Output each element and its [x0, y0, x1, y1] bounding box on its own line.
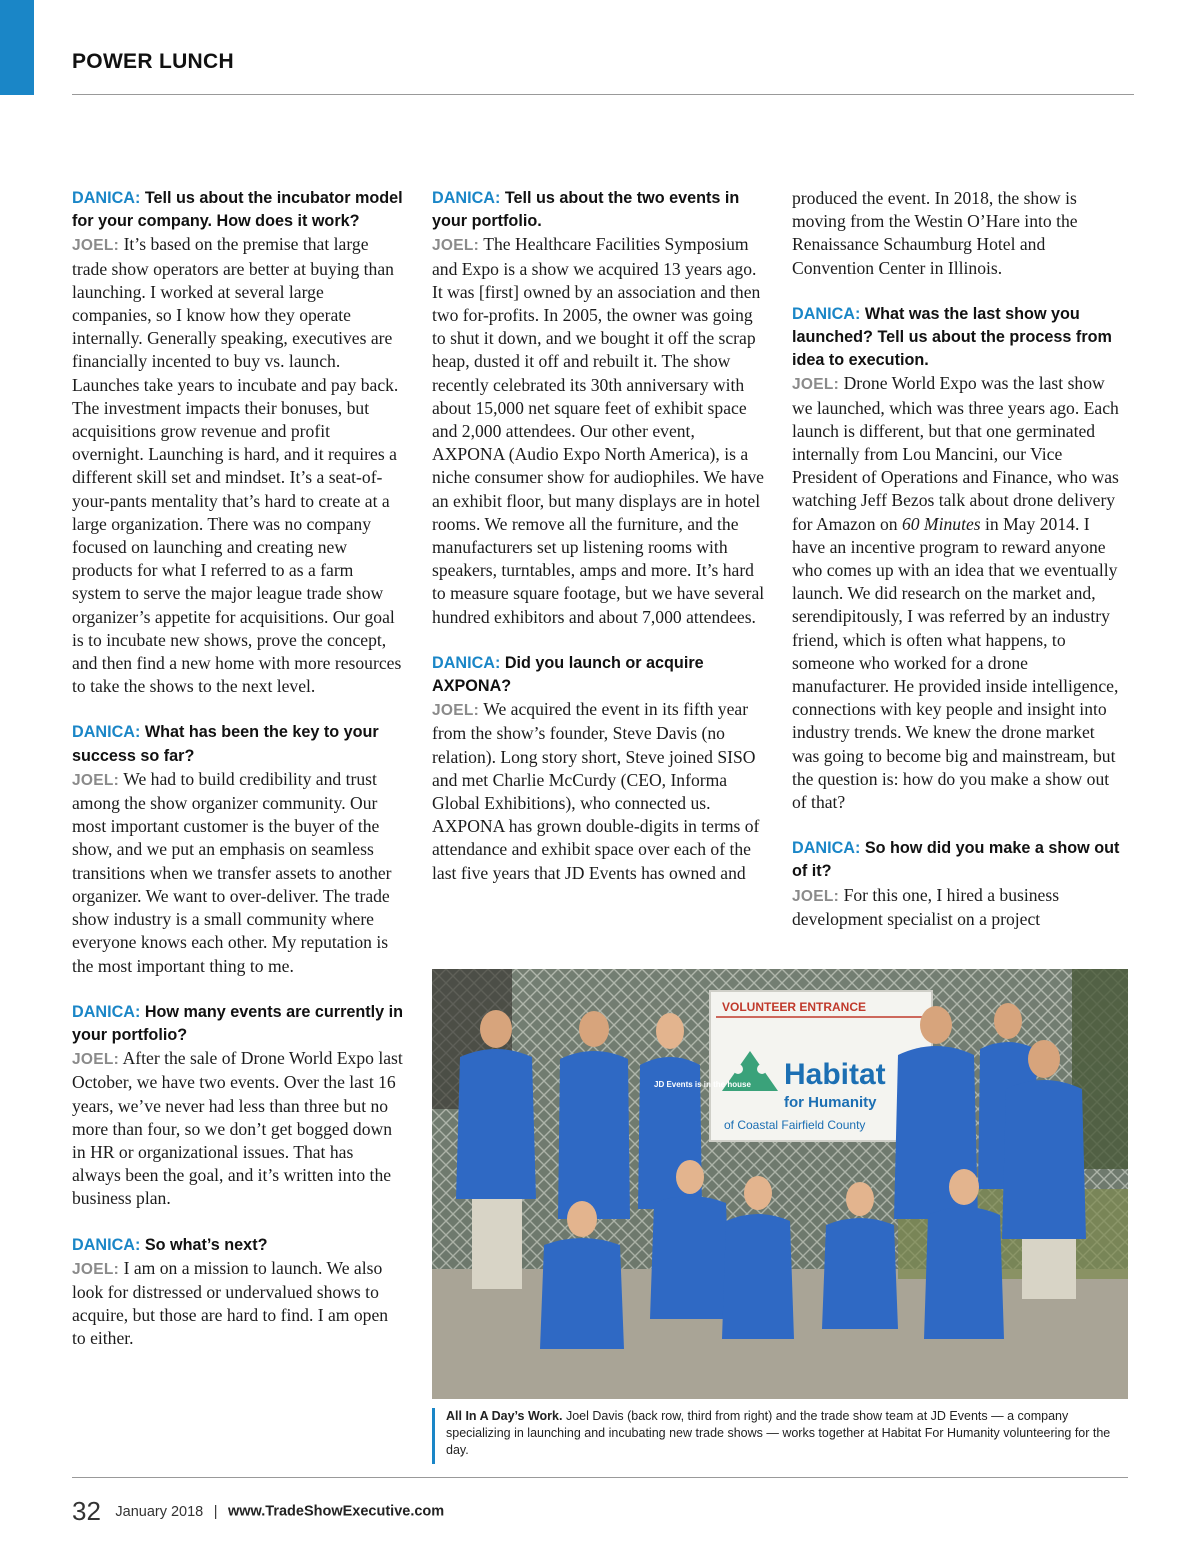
page-number: 32	[72, 1496, 101, 1526]
section-title: POWER LUNCH	[72, 50, 234, 73]
question	[72, 1234, 406, 1257]
answer-text: We had to build credibility and trust among the show organizer community. Our most important customer is the buyer of the show, and we put an emphasis on seamless transitions when we transfer assets to another organizer. We want to over-deliver. The trade show industry is a small community where everyone knows each other. My reputation is the most important thing to me.	[72, 768, 392, 976]
question-text: Did you launch or acquire AXPONA?	[432, 653, 704, 696]
answer-text: For this one, I hired a business development specialist on a project	[792, 884, 1060, 929]
tv-show-title: 60 Minutes	[901, 513, 981, 534]
answer	[792, 372, 1126, 814]
issue-date: January 2018	[115, 1503, 204, 1520]
photo-caption	[446, 1408, 1122, 1460]
question-text: Tell us about the two events in your portfolio.	[432, 189, 740, 231]
question-text: So what’s next?	[144, 1235, 268, 1254]
question	[792, 303, 1126, 373]
answer-text: After the sale of Drone World Expo last October, we have two events. Over the last 16 years, we’ve never had less than three but no more than four, so we don’t get bogged down in HR or organizational issues. That has always been the goal, and it’s written into the business plan.	[72, 1048, 403, 1209]
qa-block	[792, 303, 1126, 814]
question-speaker: DANICA:	[432, 189, 501, 207]
qa-block	[72, 1234, 406, 1351]
question-text: What was the last show you launched? Tell us about the process from idea to execution.	[792, 304, 1112, 370]
logo-figure	[757, 1064, 767, 1074]
question-speaker: DANICA:	[792, 304, 861, 323]
question	[72, 721, 406, 767]
qa-block	[792, 837, 1126, 931]
answer-speaker: JOEL:	[72, 237, 120, 255]
answer	[72, 768, 406, 978]
footer	[72, 1496, 444, 1527]
answer	[792, 884, 1126, 931]
answer	[432, 698, 766, 885]
answer-text: I am on a mission to launch. We also look for distressed or undervalued shows to acquire, but those are hard to find. I am open to either.	[72, 1257, 389, 1349]
question-text: How many events are currently in your portfolio?	[72, 1002, 404, 1044]
answer	[432, 233, 766, 628]
shirt-logo: JD Events is in the house	[654, 1080, 751, 1089]
column-3	[792, 187, 1126, 931]
question	[432, 187, 766, 233]
question	[792, 837, 1126, 883]
question-speaker: DANICA:	[792, 839, 861, 858]
answer-text: It’s based on the premise that large trade show operators are better at buying than launching. I worked at several large companies, so I know how they operate internally. Generally speaking, executives are financially incented to buy vs. launch. Launches take years to incubate and pay back. The investment impacts their bonuses, but acquisitions grow revenue and profit overnight. Launching is hard, and it requires a different skill set and mindset. It’s a seat-of-your-pants mentality that’s hard to create at a large organization. There was no company focused on launching and creating new products for what I referred to as a farm system to serve the major league trade show organizer’s appetite for acquisitions. Our goal is to incubate new shows, prove the concept, and then find a new home with more resources to take the shows to the next level.	[72, 234, 402, 697]
qa-block	[72, 721, 406, 977]
answer-speaker: JOEL:	[432, 237, 480, 255]
header-rule	[72, 94, 1134, 95]
question-speaker: DANICA:	[72, 1235, 141, 1254]
column-2	[432, 187, 766, 885]
logo-figure	[733, 1064, 743, 1074]
answer	[72, 1047, 406, 1210]
column-1	[72, 187, 406, 1351]
question-text: What has been the key to your success so far?	[72, 723, 379, 765]
answer	[72, 1257, 406, 1351]
question-speaker: DANICA:	[432, 653, 501, 672]
shirt-logos	[654, 1080, 751, 1089]
qa-block	[72, 1001, 406, 1211]
sign-heading: VOLUNTEER ENTRANCE	[722, 1000, 867, 1014]
question-text: Tell us about the incubator model for your company. How does it work?	[72, 189, 403, 231]
question-text: So how did you make a show out of it?	[792, 839, 1120, 881]
caption-accent-bar	[432, 1408, 435, 1464]
question-speaker: DANICA:	[72, 189, 141, 207]
answer-speaker: JOEL:	[432, 702, 480, 720]
website-link[interactable]: www.TradeShowExecutive.com	[227, 1503, 445, 1520]
qa-block	[432, 652, 766, 885]
question-speaker: DANICA:	[72, 1002, 141, 1021]
question	[72, 187, 406, 233]
sign-logo-subtitle: for Humanity	[784, 1094, 877, 1111]
answer-speaker: JOEL:	[72, 1051, 120, 1069]
answer-speaker: JOEL:	[792, 376, 840, 394]
sign-affiliate: of Coastal Fairfield County	[724, 1118, 866, 1132]
footer-rule	[72, 1477, 1128, 1478]
answer-text: We acquired the event in its fifth year from the show’s founder, Steve Davis (no relation). Long story short, Steve joined SISO and met Charlie McCurdy (CEO, Informa Global Exhibitions), who connected us. AXPONA has grown double-digits in terms of attendance and exhibit space over each of the last five years that JD Events has owned and	[432, 699, 760, 883]
answer-speaker: JOEL:	[792, 887, 840, 905]
caption-lead: All In A Day’s Work.	[446, 1409, 563, 1423]
qa-block	[72, 187, 406, 698]
footer-separator: |	[213, 1503, 218, 1520]
answer-speaker: JOEL:	[72, 771, 120, 789]
answer-text-part1: Drone World Expo was the last show we launched, which was three years ago. Each launch is different, but that one germinated internally from Lou Mancini, our Vice President of Operations and Finance, who was watching Jeff Bezos talk about drone delivery for Amazon on	[792, 373, 1119, 534]
caption-text: Joel Davis (back row, third from right) and the trade show team at JD Events — a company specializing in launching and incubating new trade shows — works together at Habitat For Humanity volunteering for the day.	[446, 1409, 1111, 1458]
answer-text: The Healthcare Facilities Symposium and Expo is a show we acquired 13 years ago. It was [first] owned by an association and then two for-profits. In 2005, the owner was going to shut it down, and we bought it off the scrap heap, dusted it off and rebuilt it. The show recently celebrated its 30th anniversary with about 15,000 net square feet of exhibit space and 2,000 attendees. Our other event, AXPONA (Audio Expo North America), is a niche consumer show for audiophiles. We have an exhibit floor, but many displays are in hotel rooms. We remove all the furniture, and the manufacturers set up listening rooms with speakers, turntables, amps and more. It’s hard to measure square footage, but we have several hundred exhibitors and about 7,000 attendees.	[432, 234, 765, 627]
continued-answer: produced the event. In 2018, the show is moving from the Westin O’Hare into the Renaissance Schaumburg Hotel and Convention Center in Illinois.	[792, 188, 1078, 278]
qa-block	[432, 187, 766, 629]
question-speaker: DANICA:	[72, 723, 141, 742]
question	[72, 1001, 406, 1047]
answer	[72, 233, 406, 698]
answer-text-part2: in May 2014. I have an incentive program to reward anyone who comes up with an idea that we eventually launch. We did research on the market and, serendipitously, I was referred by an industry friend, which is often what happens, to someone who worked for a drone manufacturer. He provided inside intelligence, connections with key people and insight into industry trends. We knew the drone market was going to become big and mainstream, but the question is: how do you make a show out of that?	[792, 513, 1119, 813]
team-photo	[432, 969, 1128, 1399]
question	[432, 652, 766, 698]
team-photo-illustration	[432, 969, 1128, 1399]
section-color-tab	[0, 0, 34, 95]
sign-logo-text: Habitat	[784, 1058, 886, 1091]
answer-speaker: JOEL:	[72, 1260, 120, 1278]
